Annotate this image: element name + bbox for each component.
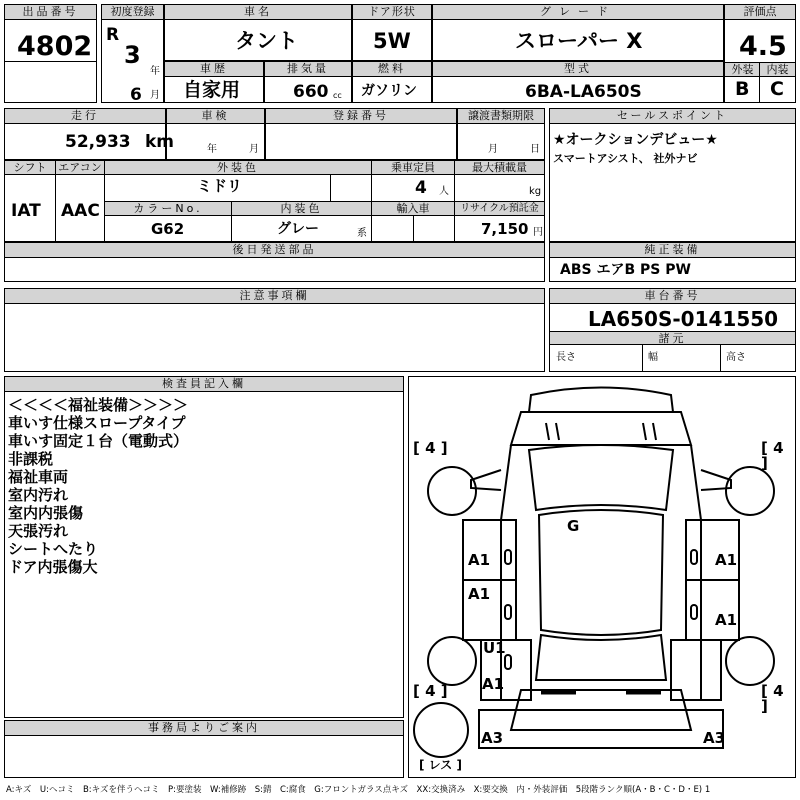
spec-grid [4, 160, 545, 242]
ext-score-value: B [735, 78, 750, 100]
ext-color-label: 外装色 [105, 161, 371, 175]
max-load-unit: kg [529, 186, 542, 197]
tire-fr-depth: [ 4 ] [761, 439, 784, 472]
inspection-box [166, 108, 265, 160]
damage-legend: A:キズ U:ヘコミ B:キズを伴うヘコミ P:要塗装 W:補修跡 S:錆 C:腐食 G:フロントガラス点キズ XX:交換済み X:要交換 内・外装評価 5段階ランク順(A・B・C・D・E) 1 [6, 785, 711, 795]
spec-length: 長さ [556, 352, 576, 363]
model-value: 6BA-LA650S [525, 82, 642, 102]
color-no-label: カラーNo. [105, 202, 231, 216]
mileage-box [4, 108, 175, 160]
recycle-label: リサイクル預託金 [455, 202, 544, 216]
ext-score-label: 外装 [725, 63, 760, 77]
fuel-label: 燃料 [353, 62, 431, 77]
displacement-value: 660 [293, 82, 329, 102]
displacement-label: 排気量 [265, 62, 351, 77]
int-color-suffix: 系 [357, 228, 367, 239]
caution-box [4, 288, 545, 372]
damage-r-rear-door: A1 [715, 611, 738, 629]
tire-fr-value: 4 [773, 439, 784, 457]
inspector-notes [8, 396, 188, 576]
damage-l-rear-pillar: U1 [483, 639, 506, 657]
tire-fl-value: 4 [425, 439, 436, 457]
shift-value: IAT [11, 201, 41, 221]
tire-fl-depth: [ 4 ] [413, 439, 448, 457]
damage-rear-bumper-r: A3 [703, 729, 726, 747]
inspection-label: 車検 [167, 109, 264, 124]
spare-tire-value: レス [428, 758, 453, 772]
chassis-box [549, 288, 796, 372]
damage-rear-bumper-l: A3 [481, 729, 504, 747]
damage-r-front-door: A1 [715, 551, 738, 569]
later-parts-label: 後日発送部品 [5, 243, 544, 258]
score-box [724, 4, 796, 103]
grade-label: グレード [433, 5, 723, 20]
int-color-value: グレー [277, 221, 319, 237]
capacity-value: 4 [415, 178, 427, 198]
spec-height: 高さ [726, 352, 746, 363]
equipment-value: ABS エアB PS PW [560, 262, 691, 278]
recycle-value: 7,150 [481, 220, 529, 238]
shift-label: シフト [5, 161, 55, 175]
lot-label: 出品番号 [5, 5, 96, 20]
aircon-label: エアコン [56, 161, 104, 175]
first-reg-era: R [106, 25, 120, 45]
damage-l-rear-fender: A1 [482, 675, 505, 693]
ext-color-value: ミドリ [197, 177, 243, 195]
history-box [164, 61, 264, 103]
int-score-label: 内装 [760, 63, 795, 77]
grade-box [432, 4, 724, 61]
score-label: 評価点 [725, 5, 795, 20]
sales-point-line1: ★オークションデビュー★ [553, 132, 718, 148]
first-reg-label: 初度登録 [102, 5, 163, 20]
fuel-box [352, 61, 432, 103]
tire-rl-depth: [ 4 ] [413, 682, 448, 700]
int-score-value: C [770, 78, 784, 100]
transfer-month-unit: 月 [488, 144, 498, 155]
capacity-unit: 人 [439, 186, 449, 197]
tire-rr-value: 4 [773, 682, 784, 700]
mileage-unit: km [145, 132, 175, 152]
note-item: ＜＜＜＜福祉装備＞＞＞＞ [8, 396, 189, 414]
note-item: 天張汚れ [8, 522, 69, 540]
later-parts-box [4, 242, 545, 282]
note-item: ドア内張傷大 [8, 558, 98, 576]
transfer-box [457, 108, 545, 160]
equipment-box [549, 242, 796, 282]
car-diagram [408, 376, 796, 778]
note-item: 室内内張傷 [8, 504, 84, 522]
inspector-label: 検査員記入欄 [5, 377, 403, 392]
specs-label: 諸元 [550, 331, 795, 345]
first-reg-month: 6 [130, 85, 142, 105]
recycle-unit: 円 [533, 227, 543, 238]
month-unit: 月 [150, 90, 160, 101]
reg-no-label: 登録番号 [266, 109, 456, 124]
note-item: 非課税 [8, 450, 54, 468]
door-value: 5W [373, 29, 411, 53]
note-item: 福祉車両 [8, 468, 69, 486]
tire-rr-depth: [ 4 ] [761, 682, 784, 715]
note-item: シートへたり [8, 540, 99, 558]
sales-point-box [549, 108, 796, 242]
year-unit: 年 [150, 66, 160, 77]
note-item: 室内汚れ [8, 486, 69, 504]
car-name-box [164, 4, 352, 61]
lot-box [4, 4, 97, 103]
displacement-unit: cc [333, 91, 342, 100]
caution-label: 注意事項欄 [5, 289, 544, 304]
door-box [352, 4, 432, 61]
capacity-label: 乗車定員 [372, 161, 454, 175]
chassis-label: 車台番号 [550, 289, 795, 304]
car-outline [409, 377, 795, 777]
first-reg-box [101, 4, 164, 103]
displacement-box [264, 61, 352, 103]
damage-l-rear-door: A1 [468, 585, 491, 603]
equipment-label: 純正装備 [550, 243, 795, 258]
color-no-value: G62 [151, 220, 185, 238]
spec-width: 幅 [648, 352, 658, 363]
note-item: 車いす仕様スロープタイプ [8, 414, 186, 432]
import-label: 輸入車 [372, 202, 454, 216]
model-label: 型式 [433, 62, 723, 77]
damage-roof: G [567, 517, 580, 535]
max-load-label: 最大積載量 [455, 161, 544, 175]
office-label: 事務局よりご案内 [5, 721, 403, 736]
note-item: 車いす固定１台（電動式） [8, 432, 189, 450]
transfer-label: 譲渡書類期限 [458, 109, 544, 124]
damage-l-front-door: A1 [468, 551, 491, 569]
mileage-value: 52,933 [65, 132, 131, 152]
inspection-year-unit: 年 [207, 144, 217, 155]
sales-point-label: セールスポイント [550, 109, 795, 124]
office-box [4, 720, 404, 778]
first-reg-year: 3 [124, 41, 141, 69]
tire-rl-value: 4 [425, 682, 436, 700]
chassis-value: LA650S-0141550 [588, 307, 779, 331]
grade-value: スローパー X [515, 29, 643, 53]
sales-point-line2: スマートアシスト、 社外ナビ [553, 152, 698, 165]
reg-no-box [265, 108, 457, 160]
history-value: 自家用 [183, 79, 241, 101]
int-color-label: 内装色 [232, 202, 371, 216]
transfer-day-unit: 日 [530, 144, 540, 155]
model-box [432, 61, 724, 103]
aircon-value: AAC [61, 201, 100, 221]
fuel-value: ガソリン [361, 83, 417, 99]
spare-tire-status: [ レス ] [419, 758, 462, 772]
door-label: ドア形状 [353, 5, 431, 20]
lot-number: 4802 [17, 31, 93, 62]
history-label: 車歴 [165, 62, 263, 77]
inspection-month-unit: 月 [249, 144, 259, 155]
mileage-label: 走行 [5, 109, 165, 124]
score-value: 4.5 [739, 31, 787, 62]
car-name-value: タント [235, 29, 298, 53]
car-name-label: 車名 [165, 5, 351, 20]
